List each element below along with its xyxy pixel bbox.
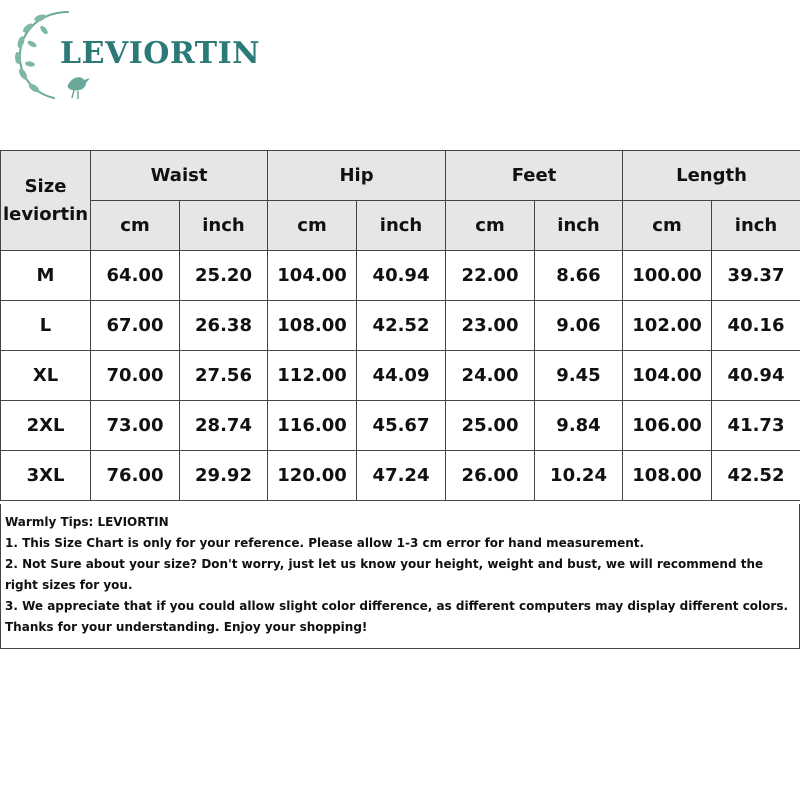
unit-header: inch: [180, 201, 268, 251]
table-cell: 64.00: [91, 251, 180, 301]
table-cell: 67.00: [91, 301, 180, 351]
size-chart-table: [0, 150, 800, 501]
table-row: [1, 451, 800, 501]
size-cell: L: [1, 301, 91, 351]
table-cell: 9.45: [535, 351, 623, 401]
size-cell: XL: [1, 351, 91, 401]
unit-header: inch: [535, 201, 623, 251]
table-cell: 24.00: [446, 351, 535, 401]
unit-header: cm: [623, 201, 712, 251]
table-cell: 120.00: [268, 451, 357, 501]
table-cell: 10.24: [535, 451, 623, 501]
table-cell: 25.00: [446, 401, 535, 451]
table-cell: 9.84: [535, 401, 623, 451]
table-cell: 28.74: [180, 401, 268, 451]
unit-header: cm: [446, 201, 535, 251]
size-column-header: Size leviortin: [1, 151, 91, 251]
table-cell: 22.00: [446, 251, 535, 301]
table-cell: 112.00: [268, 351, 357, 401]
table-cell: 76.00: [91, 451, 180, 501]
table-cell: 104.00: [268, 251, 357, 301]
table-cell: 108.00: [623, 451, 712, 501]
unit-header: inch: [357, 201, 446, 251]
group-header-waist: Waist: [91, 151, 268, 201]
table-row: [1, 401, 800, 451]
table-cell: 102.00: [623, 301, 712, 351]
unit-header: cm: [91, 201, 180, 251]
table-row: [1, 251, 800, 301]
table-cell: 40.94: [357, 251, 446, 301]
table-cell: 27.56: [180, 351, 268, 401]
tips-closing: Thanks for your understanding. Enjoy your shopping!: [5, 620, 368, 634]
brand-logo: [8, 4, 288, 104]
table-header-row-groups: [1, 151, 800, 201]
warm-tips-box: [0, 504, 800, 649]
table-cell: 106.00: [623, 401, 712, 451]
size-cell: 2XL: [1, 401, 91, 451]
table-cell: 40.16: [712, 301, 800, 351]
table-row: [1, 301, 800, 351]
unit-header: cm: [268, 201, 357, 251]
table-cell: 42.52: [712, 451, 800, 501]
table-cell: 116.00: [268, 401, 357, 451]
group-header-hip: Hip: [268, 151, 446, 201]
table-cell: 73.00: [91, 401, 180, 451]
table-cell: 29.92: [180, 451, 268, 501]
table-cell: 44.09: [357, 351, 446, 401]
table-cell: 41.73: [712, 401, 800, 451]
table-cell: 70.00: [91, 351, 180, 401]
tip-item: 3. We appreciate that if you could allow slight color difference, as different computers may display different colors.: [5, 599, 789, 613]
table-cell: 25.20: [180, 251, 268, 301]
tip-item: 1. This Size Chart is only for your reference. Please allow 1-3 cm error for hand measurement.: [5, 536, 645, 550]
tips-title: Warmly Tips: LEVIORTIN: [5, 515, 169, 529]
table-header-row-units: [1, 201, 800, 251]
unit-header: inch: [712, 201, 800, 251]
table-cell: 39.37: [712, 251, 800, 301]
table-cell: 108.00: [268, 301, 357, 351]
size-cell: 3XL: [1, 451, 91, 501]
table-cell: 23.00: [446, 301, 535, 351]
bird-icon: [68, 77, 90, 99]
table-cell: 42.52: [357, 301, 446, 351]
table-cell: 40.94: [712, 351, 800, 401]
size-cell: M: [1, 251, 91, 301]
group-header-feet: Feet: [446, 151, 623, 201]
table-cell: 9.06: [535, 301, 623, 351]
group-header-length: Length: [623, 151, 800, 201]
brand-name: LEVIORTIN: [60, 36, 261, 71]
table-cell: 100.00: [623, 251, 712, 301]
table-cell: 45.67: [357, 401, 446, 451]
table-row: [1, 351, 800, 401]
table-cell: 8.66: [535, 251, 623, 301]
table-cell: 26.38: [180, 301, 268, 351]
table-cell: 26.00: [446, 451, 535, 501]
table-cell: 104.00: [623, 351, 712, 401]
table-cell: 47.24: [357, 451, 446, 501]
tip-item: 2. Not Sure about your size? Don't worry, just let us know your height, weight and bust, we will recommend the right sizes for you.: [5, 557, 764, 592]
